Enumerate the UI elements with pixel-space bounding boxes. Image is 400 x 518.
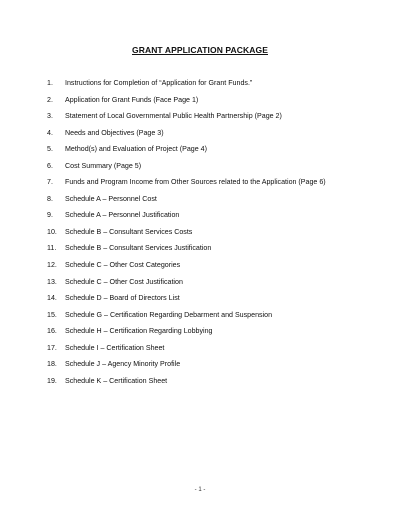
list-item — [0, 95, 400, 112]
item-text: Schedule A – Personnel Cost — [65, 194, 157, 203]
item-number: 7. — [47, 178, 53, 187]
contents-list — [0, 78, 400, 392]
item-text: Schedule B – Consultant Services Justification — [65, 244, 212, 253]
list-item — [0, 161, 400, 178]
item-text: Application for Grant Funds (Face Page 1) — [65, 95, 199, 104]
list-item — [0, 293, 400, 310]
item-text: Schedule J – Agency Minority Profile — [65, 360, 181, 369]
page-number: - 1 - — [194, 487, 206, 493]
list-item — [0, 326, 400, 343]
item-number: 3. — [47, 112, 53, 121]
item-text: Schedule C – Other Cost Categories — [65, 261, 181, 270]
list-item — [0, 144, 400, 161]
item-number: 14. — [47, 294, 57, 303]
item-number: 17. — [47, 343, 57, 352]
item-text: Schedule B – Consultant Services Costs — [65, 227, 193, 236]
item-text: Schedule D – Board of Directors List — [65, 294, 180, 303]
list-item — [0, 343, 400, 360]
list-item — [0, 210, 400, 227]
list-item — [0, 260, 400, 277]
item-text: Schedule G – Certification Regarding Debarment and Suspension — [65, 310, 273, 319]
item-number: 15. — [47, 310, 57, 319]
list-item — [0, 243, 400, 260]
item-number: 9. — [47, 211, 53, 220]
list-item — [0, 128, 400, 145]
list-item — [0, 78, 400, 95]
item-number: 4. — [47, 128, 53, 137]
item-text: Method(s) and Evaluation of Project (Page 4) — [65, 145, 207, 154]
item-text: Instructions for Completion of “Application for Grant Funds.” — [65, 79, 253, 87]
list-item — [0, 376, 400, 393]
item-number: 11. — [47, 244, 57, 253]
list-item — [0, 177, 400, 194]
list-item — [0, 227, 400, 244]
item-number: 16. — [47, 327, 57, 336]
item-number: 1. — [47, 79, 53, 87]
item-number: 6. — [47, 161, 53, 170]
list-item — [0, 194, 400, 211]
item-text: Statement of Local Governmental Public Health Partnership (Page 2) — [65, 112, 282, 121]
item-text: Schedule H – Certification Regarding Lobbying — [65, 327, 213, 336]
item-number: 12. — [47, 261, 57, 270]
item-number: 19. — [47, 376, 57, 385]
list-item — [0, 310, 400, 327]
item-text: Schedule C – Other Cost Justification — [65, 277, 183, 286]
item-number: 5. — [47, 145, 53, 154]
item-text: Funds and Program Income from Other Sources related to the Application (Page 6) — [65, 178, 326, 187]
item-number: 8. — [47, 194, 53, 203]
item-text: Cost Summary (Page 5) — [65, 161, 142, 170]
list-item — [0, 277, 400, 294]
document-title: GRANT APPLICATION PACKAGE — [132, 45, 268, 55]
list-item — [0, 359, 400, 376]
item-number: 13. — [47, 277, 57, 286]
item-text: Schedule K – Certification Sheet — [65, 376, 168, 385]
item-number: 10. — [47, 227, 57, 236]
item-number: 2. — [47, 95, 53, 104]
list-item — [0, 111, 400, 128]
item-text: Needs and Objectives (Page 3) — [65, 128, 164, 137]
item-text: Schedule A – Personnel Justification — [65, 211, 180, 220]
item-text: Schedule I – Certification Sheet — [65, 343, 165, 352]
item-number: 18. — [47, 360, 57, 369]
